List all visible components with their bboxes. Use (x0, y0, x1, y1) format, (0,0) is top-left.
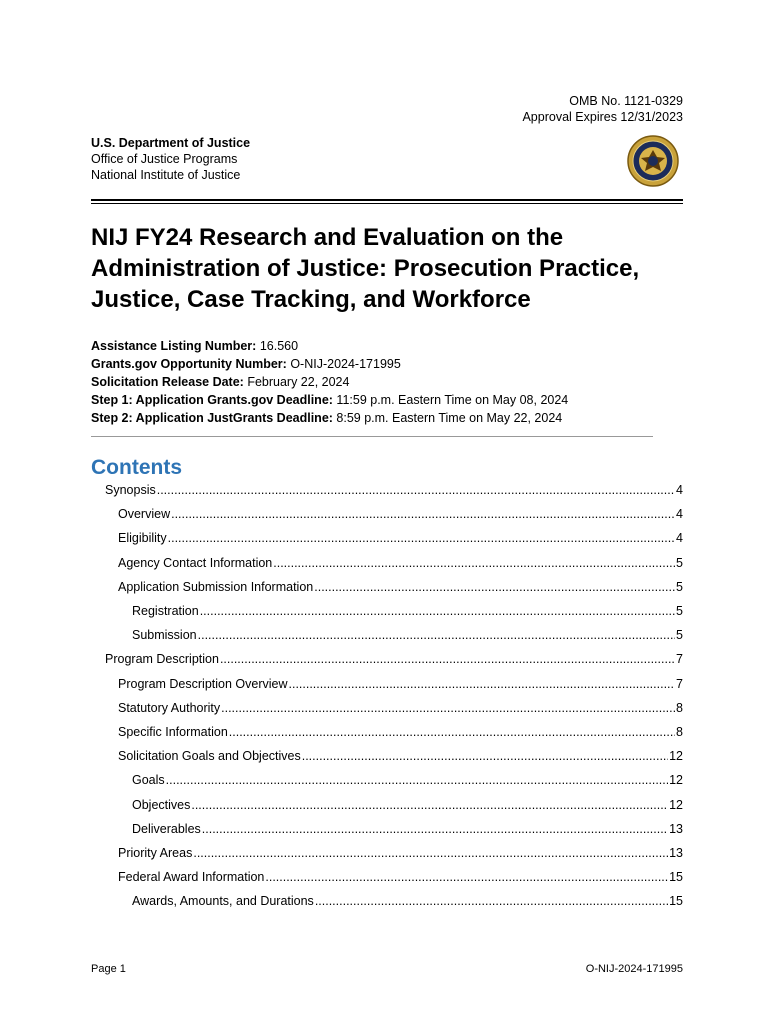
step1-label: Step 1: Application Grants.gov Deadline: (91, 393, 333, 407)
toc-entry-title: Goals (132, 773, 165, 787)
toc-entry-title: Eligibility (118, 531, 167, 545)
toc-leader-dots (302, 748, 668, 764)
institute-name: National Institute of Justice (91, 168, 241, 182)
toc-entry[interactable] (118, 748, 683, 764)
toc-entry[interactable] (118, 676, 683, 692)
toc-entry[interactable] (105, 651, 683, 667)
toc-entry-page: 7 (676, 652, 683, 666)
toc-entry-page: 4 (676, 531, 683, 545)
toc-entry-title: Deliverables (132, 822, 201, 836)
toc-entry-page: 5 (676, 580, 683, 594)
omb-block (522, 93, 683, 125)
doj-seal-icon (627, 135, 679, 187)
agency-block (91, 135, 250, 183)
document-title: NIJ FY24 Research and Evaluation on the Administration of Justice: Prosecution Practice, Justice, Case Tracking, and Workforce (91, 224, 640, 313)
toc-entry-title: Registration (132, 604, 199, 618)
toc-entry-page: 12 (669, 798, 683, 812)
toc-leader-dots (265, 869, 668, 885)
toc-entry-page: 13 (669, 846, 683, 860)
toc-leader-dots (193, 845, 668, 861)
toc-leader-dots (171, 506, 675, 522)
release-date (91, 373, 568, 391)
page-number: Page 1 (91, 963, 126, 975)
toc-entry-page: 12 (669, 749, 683, 763)
office-name: Office of Justice Programs (91, 152, 238, 166)
toc-entry-title: Awards, Amounts, and Durations (132, 894, 314, 908)
toc-leader-dots (314, 579, 675, 595)
contents-heading: Contents (91, 456, 182, 479)
toc-entry-page: 4 (676, 483, 683, 497)
toc-entry-title: Application Submission Information (118, 580, 314, 594)
opportunity-number (91, 355, 568, 373)
toc-entry[interactable] (118, 845, 683, 861)
toc-entry[interactable] (118, 700, 683, 716)
toc-entry-title: Overview (118, 507, 171, 521)
toc-leader-dots (200, 603, 675, 619)
toc-entry[interactable] (118, 869, 683, 885)
toc-entry[interactable] (118, 530, 683, 546)
toc-entry[interactable] (132, 821, 683, 837)
toc-leader-dots (315, 893, 668, 909)
section-rule (91, 436, 653, 437)
toc-leader-dots (168, 530, 675, 546)
toc-entry-title: Objectives (132, 798, 191, 812)
toc-leader-dots (191, 797, 668, 813)
step2-label: Step 2: Application JustGrants Deadline: (91, 411, 333, 425)
toc-leader-dots (220, 651, 675, 667)
toc-leader-dots (229, 724, 675, 740)
toc-entry[interactable] (105, 482, 683, 498)
step1-value: 11:59 p.m. Eastern Time on May 08, 2024 (336, 393, 569, 407)
department-name: U.S. Department of Justice (91, 136, 251, 150)
footer-doc-id: O-NIJ-2024-171995 (585, 963, 683, 975)
assistance-value: 16.560 (259, 339, 299, 353)
toc-entry-page: 8 (676, 701, 683, 715)
toc-entry[interactable] (118, 555, 683, 571)
toc-leader-dots (157, 482, 675, 498)
assistance-listing (91, 337, 568, 355)
toc-entry-page: 4 (676, 507, 683, 521)
toc-entry-title: Specific Information (118, 725, 228, 739)
toc-entry-title: Solicitation Goals and Objectives (118, 749, 301, 763)
step2-value: 8:59 p.m. Eastern Time on May 22, 2024 (336, 411, 563, 425)
step1-deadline (91, 391, 568, 409)
toc-leader-dots (198, 627, 675, 643)
toc-entry-page: 15 (669, 894, 683, 908)
assistance-label: Assistance Listing Number: (91, 339, 257, 353)
toc-entry[interactable] (132, 627, 683, 643)
toc-entry-title: Program Description Overview (118, 677, 288, 691)
header-rule-thin (91, 203, 683, 204)
toc-entry-title: Submission (132, 628, 197, 642)
toc-entry-title: Agency Contact Information (118, 556, 273, 570)
opportunity-value: O-NIJ-2024-171995 (290, 357, 401, 371)
approval-expires: Approval Expires 12/31/2023 (522, 110, 683, 124)
toc-entry-page: 5 (676, 628, 683, 642)
toc-entry-title: Statutory Authority (118, 701, 221, 715)
toc-leader-dots (166, 772, 668, 788)
toc-entry[interactable] (118, 506, 683, 522)
toc-leader-dots (202, 821, 668, 837)
toc-entry-page: 13 (669, 822, 683, 836)
toc-entry-page: 5 (676, 556, 683, 570)
toc-entry-page: 8 (676, 725, 683, 739)
toc-entry-title: Priority Areas (118, 846, 193, 860)
toc-entry[interactable] (118, 579, 683, 595)
toc-entry-page: 15 (669, 870, 683, 884)
toc-entry-title: Federal Award Information (118, 870, 265, 884)
solicitation-meta (91, 337, 568, 427)
toc-entry-title: Program Description (105, 652, 219, 666)
toc-leader-dots (289, 676, 676, 692)
toc-entry-page: 5 (676, 604, 683, 618)
release-value: February 22, 2024 (247, 375, 350, 389)
toc-leader-dots (273, 555, 675, 571)
toc-entry-title: Synopsis (105, 483, 156, 497)
toc-entry[interactable] (118, 724, 683, 740)
toc-entry[interactable] (132, 772, 683, 788)
toc-entry[interactable] (132, 893, 683, 909)
toc-entry-page: 12 (669, 773, 683, 787)
opportunity-label: Grants.gov Opportunity Number: (91, 357, 287, 371)
step2-deadline (91, 409, 568, 427)
header-rule (91, 199, 683, 201)
toc-entry-page: 7 (676, 677, 683, 691)
release-label: Solicitation Release Date: (91, 375, 244, 389)
toc-entry[interactable] (132, 797, 683, 813)
omb-number: OMB No. 1121-0329 (569, 94, 683, 108)
toc-leader-dots (221, 700, 675, 716)
toc-entry[interactable] (132, 603, 683, 619)
